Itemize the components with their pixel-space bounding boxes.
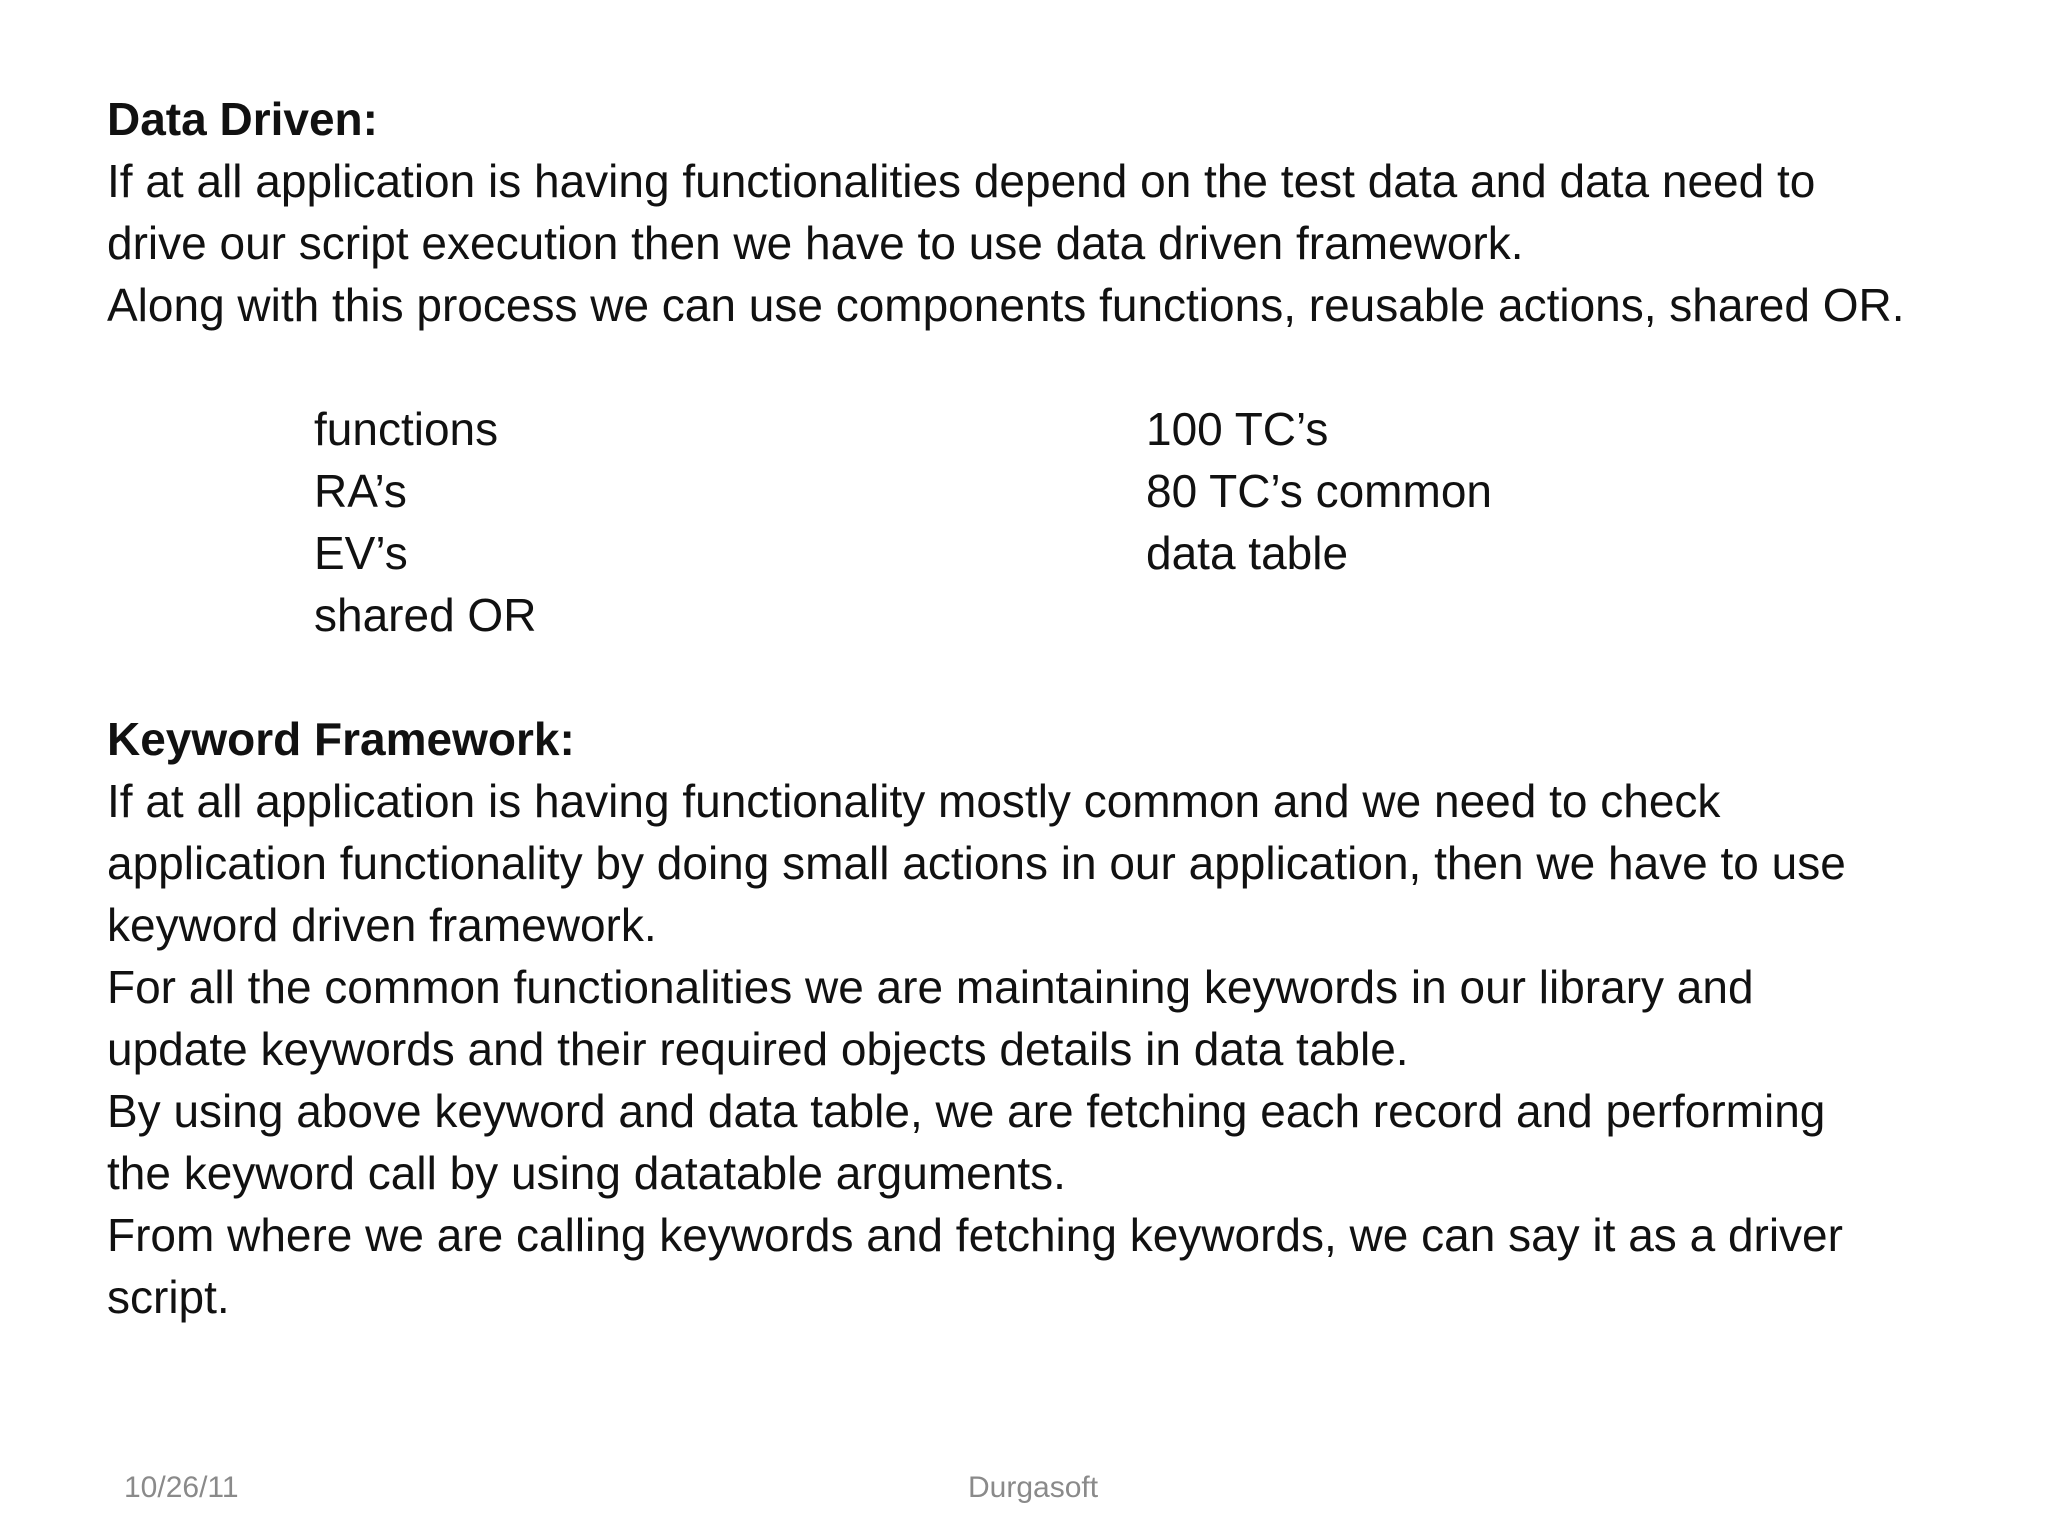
data-driven-line-2: drive our script execution then we have to use data driven framework.	[107, 217, 1524, 269]
footer-center: Durgasoft	[968, 1471, 1099, 1504]
left-list-item: shared OR	[314, 589, 537, 641]
keyword-line-7: the keyword call by using datatable arguments.	[107, 1147, 1066, 1199]
data-driven-heading: Data Driven:	[107, 93, 378, 145]
right-list-item: 100 TC’s	[1146, 403, 1329, 455]
left-list-item: EV’s	[314, 527, 408, 579]
keyword-line-6: By using above keyword and data table, we are fetching each record and performing	[107, 1085, 1826, 1137]
keyword-framework-heading: Keyword Framework:	[107, 713, 575, 765]
keyword-line-3: keyword driven framework.	[107, 899, 657, 951]
left-list-item: RA’s	[314, 465, 407, 517]
keyword-line-4: For all the common functionalities we are maintaining keywords in our library and	[107, 961, 1754, 1013]
keyword-line-8: From where we are calling keywords and fetching keywords, we can say it as a driver	[107, 1209, 1843, 1261]
data-driven-line-1: If at all application is having functionalities depend on the test data and data need to	[107, 155, 1816, 207]
keyword-line-1: If at all application is having functionality mostly common and we need to check	[107, 775, 1721, 827]
keyword-line-9: script.	[107, 1271, 230, 1323]
data-driven-line-3: Along with this process we can use components functions, reusable actions, shared OR.	[107, 279, 1905, 331]
right-list-item: 80 TC’s common	[1146, 465, 1492, 517]
keyword-line-5: update keywords and their required objects details in data table.	[107, 1023, 1409, 1075]
left-list-item: functions	[314, 403, 499, 455]
right-list-item: data table	[1146, 527, 1349, 579]
keyword-line-2: application functionality by doing small actions in our application, then we have to use	[107, 837, 1846, 889]
footer-date: 10/26/11	[124, 1471, 239, 1504]
